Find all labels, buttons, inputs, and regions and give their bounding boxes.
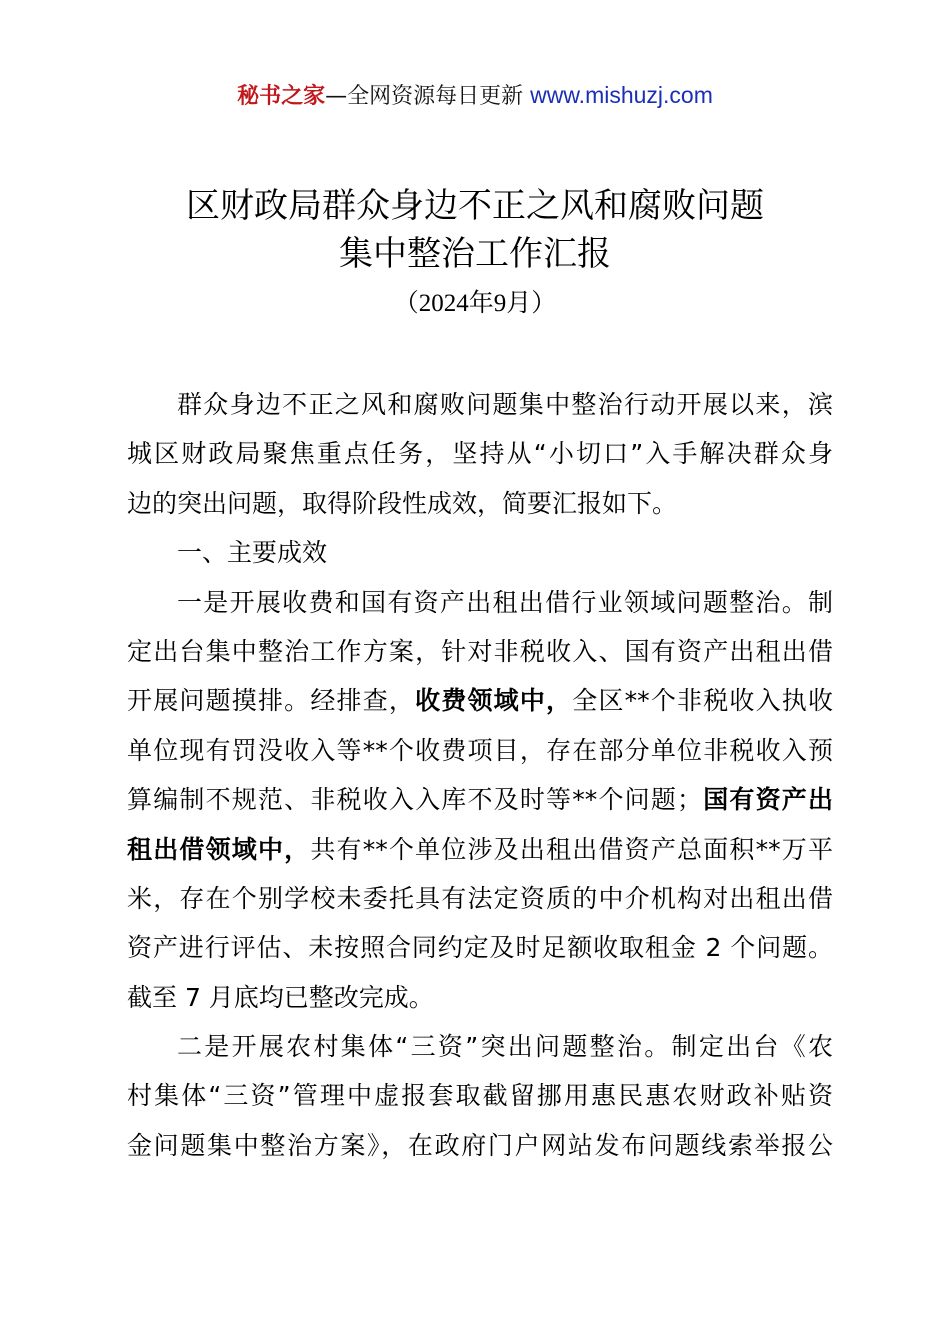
- bold-phrase: 租出借领域中，: [127, 834, 311, 864]
- paragraph-3-line: 金问题集中整治方案》，在政府门户网站发布问题线索举报公: [127, 1130, 833, 1160]
- paragraph-2-line: [127, 676, 833, 725]
- bold-phrase: 国有资产出: [702, 785, 833, 815]
- site-url-link[interactable]: www.mishuzj.com: [530, 82, 713, 108]
- paragraph-2-line: 资产进行评估、未按照合同约定及时足额收取租金 2 个问题。: [127, 933, 833, 963]
- brand-name: 秘书之家: [237, 84, 326, 109]
- document-title-line-2: 集中整治工作汇报: [339, 234, 611, 274]
- paragraph-2-line: 一是开展收费和国有资产出租出借行业领域问题整治。制: [177, 587, 833, 617]
- site-header: [0, 80, 950, 112]
- paragraph-2-line: [127, 825, 833, 874]
- paragraph-2-text: 算编制不规范、非税收入入库不及时等**个问题；: [127, 785, 703, 815]
- document-title-line-1: 区财政局群众身边不正之风和腐败问题: [186, 186, 764, 226]
- paragraph-1-line: 边的突出问题，取得阶段性成效，简要汇报如下。: [127, 488, 678, 518]
- document-date: （2024年9月）: [393, 290, 557, 317]
- paragraph-2-line: 定出台集中整治工作方案，针对非税收入、国有资产出租出借: [127, 636, 833, 666]
- paragraph-2-line: 截至 7 月底均已整改完成。: [127, 982, 434, 1012]
- document-body: [127, 380, 833, 1170]
- paragraph-2-text: 共有**个单位涉及出租出借资产总面积**万平: [310, 834, 833, 864]
- paragraph-2-line: 单位现有罚没收入等**个收费项目，存在部分单位非税收入预: [127, 735, 833, 765]
- bold-phrase: 收费领域中，: [415, 686, 573, 716]
- paragraph-2-line: 米，存在个别学校未委托具有法定资质的中介机构对出租出借: [127, 883, 833, 913]
- paragraph-1-line: 群众身边不正之风和腐败问题集中整治行动开展以来，滨: [177, 390, 833, 419]
- paragraph-3-line: 二是开展农村集体“三资”突出问题整治。制定出台《农: [177, 1032, 833, 1062]
- paragraph-2-text: 全区**个非税收入执收: [572, 686, 833, 716]
- paragraph-1-line: 城区财政局聚焦重点任务，坚持从“小切口”入手解决群众身: [127, 439, 833, 469]
- section-heading: 一、主要成效: [177, 538, 328, 568]
- paragraph-2-text: 开展问题摸排。经排查，: [127, 686, 416, 716]
- paragraph-2-line: [127, 775, 833, 824]
- header-tagline: —全网资源每日更新: [325, 84, 524, 109]
- paragraph-3-line: 村集体“三资”管理中虚报套取截留挪用惠民惠农财政补贴资: [127, 1081, 833, 1111]
